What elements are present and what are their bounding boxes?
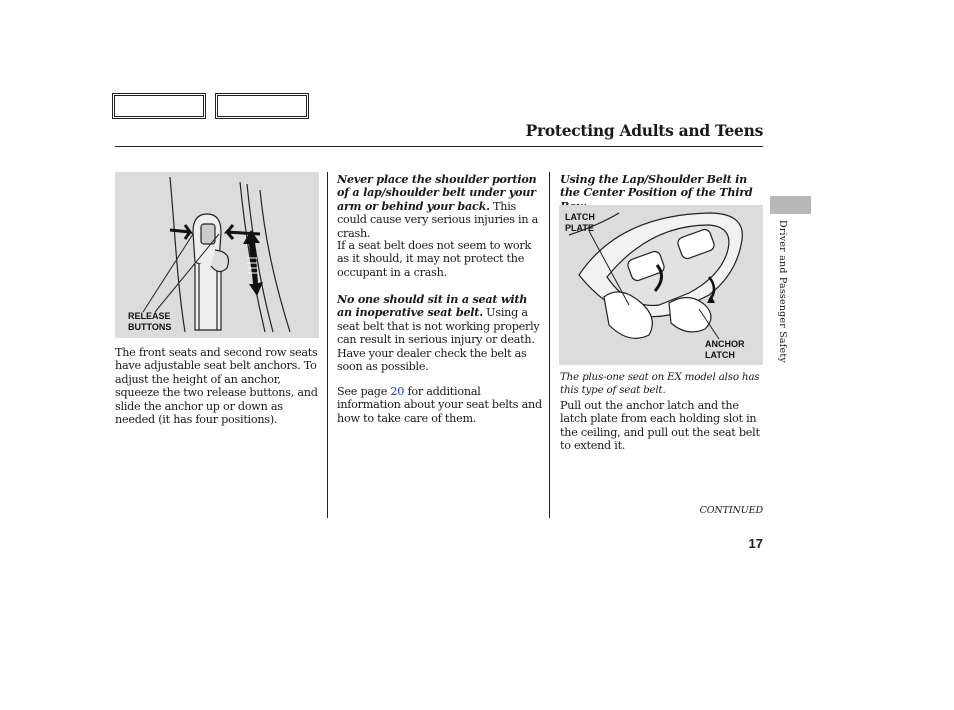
seat-belt-anchor-illustration: [115, 172, 319, 338]
release-buttons-label: RELEASE BUTTONS: [128, 311, 172, 332]
third-row-belt-illustration: [559, 205, 763, 365]
column-divider-2: [549, 172, 550, 518]
anchor-latch-label: ANCHOR LATCH: [705, 339, 745, 360]
column-divider-1: [327, 172, 328, 518]
page-number: 17: [748, 536, 763, 551]
next-page-button[interactable]: [215, 93, 309, 119]
warning-shoulder-belt-rest: This could cause very serious injuries in a crash.: [337, 199, 539, 240]
pull-out-instructions: Pull out the anchor latch and the latch plate from each holding slot in the ceiling, and pull out the seat belt to extend it.: [560, 399, 760, 453]
warning-shoulder-belt: [337, 173, 543, 240]
see-page-text: See page 20 for additional information about your seat belts and how to take care of them.: [337, 385, 542, 425]
warning-inoperative-bold: No one should sit in a seat with an inoperative seat belt.: [337, 292, 528, 320]
third-row-subheading: Using the Lap/Shoulder Belt in the Center Position of the Third: [560, 172, 753, 200]
warning-inoperative-belt: [337, 293, 543, 373]
latch-plate-label: LATCH PLATE: [565, 212, 595, 233]
warning-inoperative-rest: Using a seat belt that is not working properly can result in serious injury or death. Have your dealer check the belt as soon as possible.: [337, 306, 540, 374]
section-name: Driver and Passenger Safety: [777, 220, 788, 363]
figure-caption: The plus-one seat on EX model also has this type of seat belt.: [560, 371, 760, 396]
belt-not-working-text: If a seat belt does not seem to work as it should, it may not protect the occupant in a crash.: [337, 239, 532, 279]
title-divider: [115, 146, 763, 147]
prev-page-button[interactable]: [112, 93, 206, 119]
warning-shoulder-belt-bold: Never place the shoulder portion of a lap/shoulder belt under your arm or behind your back.: [337, 172, 537, 213]
continued-marker: CONTINUED: [699, 505, 763, 516]
anchor-instructions: The front seats and second row seats have adjustable seat belt anchors. To adjust the height of an anchor, squeeze the two release buttons, and slide the anchor up or down as needed (it has four positions).: [115, 346, 318, 427]
page-title: Protecting Adults and Teens: [525, 121, 763, 140]
section-tab: [770, 196, 811, 214]
page-20-link[interactable]: 20: [390, 385, 405, 398]
